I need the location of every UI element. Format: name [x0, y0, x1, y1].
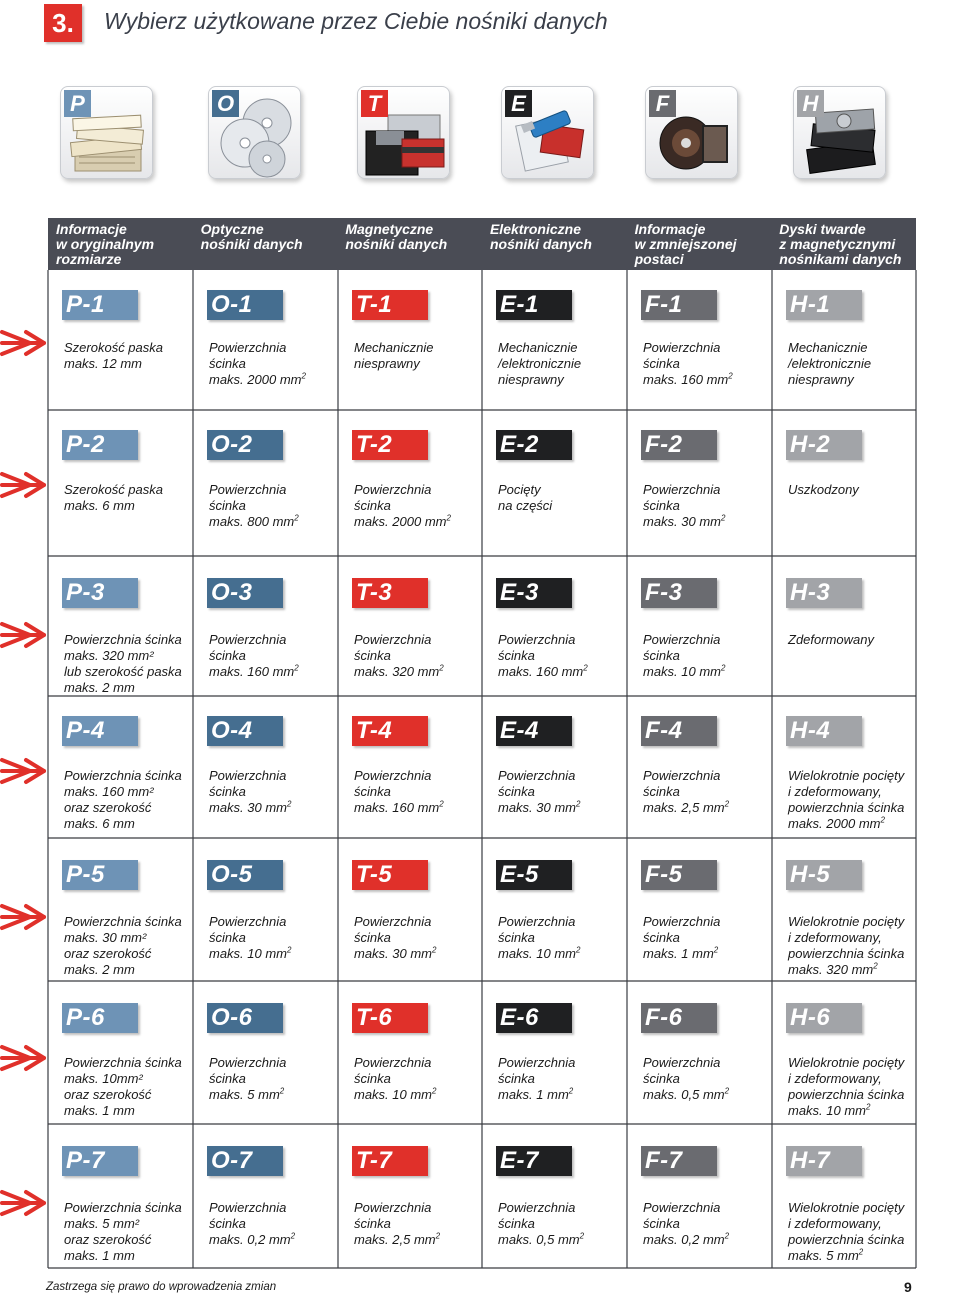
unit-superscript: 2: [294, 513, 299, 523]
unit-superscript: 2: [301, 371, 306, 381]
level-description-text: Powierzchnia ścinka maks. 2,5 mm: [354, 1200, 436, 1247]
level-description-text: Powierzchnia ścinka maks. 320 mm² lub szerokość paska maks. 2 mm: [64, 632, 182, 695]
level-description: [498, 632, 588, 680]
arrow-right-icon: [0, 754, 48, 788]
level-description: [498, 340, 581, 388]
unit-superscript: 2: [432, 1086, 437, 1096]
level-description: [643, 914, 720, 962]
level-description-text: Zdeformowany: [788, 632, 874, 647]
arrow-right-icon: [0, 1186, 48, 1220]
level-description: [788, 482, 859, 498]
level-description: [354, 768, 444, 816]
level-description-text: Powierzchnia ścinka maks. 10 mm: [643, 632, 722, 679]
level-description-text: Powierzchnia ścinka maks. 0,2 mm: [209, 1200, 291, 1247]
level-description: [498, 1055, 575, 1103]
level-badge: F-2: [641, 430, 717, 460]
unit-superscript: 2: [446, 513, 451, 523]
level-description-text: Powierzchnia ścinka maks. 10 mm: [498, 914, 577, 961]
level-badge: H-1: [786, 290, 862, 320]
level-description-text: Pocięty na części: [498, 482, 553, 513]
level-description: [354, 1055, 436, 1103]
level-description: [64, 768, 182, 832]
unit-superscript: 2: [724, 1231, 730, 1241]
unit-superscript: 2: [294, 663, 299, 673]
level-description-text: Powierzchnia ścinka maks. 160 mm: [209, 632, 295, 679]
level-description-text: Mechanicznie /elektronicznie niesprawny: [788, 340, 872, 387]
level-description-text: Powierzchnia ścinka maks. 30 mm: [498, 768, 577, 815]
unit-superscript: 2: [287, 799, 292, 809]
media-card-h: [793, 86, 886, 179]
level-description-text: Powierzchnia ścinka maks. 5 mm² oraz szerokość maks. 1 mm: [64, 1200, 182, 1263]
level-description: [64, 340, 163, 372]
unit-superscript: 2: [287, 945, 292, 955]
level-description: [788, 768, 904, 832]
level-description: [788, 632, 874, 648]
unit-superscript: 2: [279, 1086, 285, 1096]
level-badge: P-2: [62, 430, 138, 460]
level-description-text: Powierzchnia ścinka maks. 30 mm: [354, 914, 433, 961]
unit-superscript: 2: [724, 1086, 730, 1096]
level-description-text: Wielokrotnie pocięty i zdeformowany, powierzchnia ścinka maks. 2000 mm: [788, 768, 905, 831]
level-badge: F-7: [641, 1146, 717, 1176]
media-letter: T: [361, 90, 388, 117]
level-description: [498, 768, 580, 816]
level-badge: H-2: [786, 430, 862, 460]
arrow-right-icon: [0, 900, 48, 934]
level-badge: O-4: [207, 716, 283, 746]
unit-superscript: 2: [713, 945, 719, 955]
level-description: [643, 768, 729, 816]
level-description-text: Powierzchnia ścinka maks. 800 mm: [209, 482, 295, 529]
unit-superscript: 2: [724, 799, 730, 809]
column-header: Informacje w zmniejszonej postaci: [634, 221, 737, 267]
level-description: [209, 1200, 295, 1248]
unit-superscript: 2: [880, 815, 885, 825]
level-description-text: Powierzchnia ścinka maks. 10 mm: [354, 1055, 433, 1102]
level-badge: H-6: [786, 1003, 862, 1033]
level-badge: E-3: [496, 578, 572, 608]
media-type-row: [60, 86, 900, 181]
level-badge: F-4: [641, 716, 717, 746]
level-badge: O-1: [207, 290, 283, 320]
level-badge: O-5: [207, 860, 283, 890]
level-badge: T-1: [352, 290, 428, 320]
media-letter: F: [649, 90, 676, 117]
level-description: [209, 768, 291, 816]
unit-superscript: 2: [290, 1231, 296, 1241]
unit-superscript: 2: [583, 663, 588, 673]
level-description-text: Powierzchnia ścinka maks. 5 mm: [209, 1055, 287, 1102]
level-badge: H-7: [786, 1146, 862, 1176]
footer-note: Zastrzega się prawo do wprowadzenia zmian: [46, 1281, 277, 1293]
level-badge: E-6: [496, 1003, 572, 1033]
level-badge: P-7: [62, 1146, 138, 1176]
level-badge: P-3: [62, 578, 138, 608]
level-description-text: Mechanicznie /elektronicznie niesprawny: [498, 340, 582, 387]
unit-superscript: 2: [439, 663, 444, 673]
level-badge: T-4: [352, 716, 428, 746]
unit-superscript: 2: [866, 1102, 871, 1112]
column-header: Informacje w oryginalnym rozmiarze: [56, 221, 155, 267]
level-badge: T-2: [352, 430, 428, 460]
unit-superscript: 2: [568, 1086, 574, 1096]
level-description-text: Szerokość paska maks. 6 mm: [64, 482, 163, 513]
level-description-text: Powierzchnia ścinka maks. 1 mm: [498, 1055, 576, 1102]
level-badge: T-7: [352, 1146, 428, 1176]
section-number: 3.: [44, 4, 82, 42]
level-description: [788, 340, 871, 388]
level-description: [209, 914, 291, 962]
level-description-text: Powierzchnia ścinka maks. 30 mm: [209, 768, 288, 815]
level-badge: E-5: [496, 860, 572, 890]
level-badge: O-7: [207, 1146, 283, 1176]
level-description: [354, 914, 436, 962]
level-badge: H-5: [786, 860, 862, 890]
unit-superscript: 2: [721, 513, 726, 523]
level-description: [354, 1200, 440, 1248]
level-description-text: Szerokość paska maks. 12 mm: [64, 340, 163, 371]
level-description-text: Wielokrotnie pocięty i zdeformowany, powierzchnia ścinka maks. 320 mm: [788, 914, 905, 977]
column-header: Dyski twarde z magnetycznymi nośnikami danych: [779, 221, 902, 267]
unit-superscript: 2: [728, 371, 733, 381]
level-description-text: Powierzchnia ścinka maks. 2,5 mm: [643, 768, 725, 815]
level-badge: E-4: [496, 716, 572, 746]
level-description: [64, 482, 163, 514]
level-description-text: Powierzchnia ścinka maks. 1 mm: [643, 914, 721, 961]
level-description: [643, 1200, 729, 1248]
page-title: Wybierz użytkowane przez Ciebie nośniki danych: [104, 8, 608, 34]
media-card-o: [208, 86, 301, 179]
level-description-text: Powierzchnia ścinka maks. 0,5 mm: [643, 1055, 725, 1102]
level-description: [498, 914, 580, 962]
level-description-text: Powierzchnia ścinka maks. 10mm² oraz szerokość maks. 1 mm: [64, 1055, 182, 1118]
level-description-text: Powierzchnia ścinka maks. 320 mm: [354, 632, 440, 679]
unit-superscript: 2: [576, 799, 581, 809]
column-header-bar: [48, 218, 916, 270]
level-description: [643, 632, 725, 680]
level-badge: F-6: [641, 1003, 717, 1033]
arrow-right-icon: [0, 618, 48, 652]
level-description-text: Powierzchnia ścinka maks. 160 mm: [498, 632, 584, 679]
arrow-right-icon: [0, 326, 48, 360]
level-badge: H-3: [786, 578, 862, 608]
level-badge: E-2: [496, 430, 572, 460]
level-description: [788, 1200, 904, 1264]
media-letter: O: [212, 90, 239, 117]
level-description-text: Powierzchnia ścinka maks. 160 mm: [643, 340, 729, 387]
level-badge: F-1: [641, 290, 717, 320]
level-description-text: Powierzchnia ścinka maks. 30 mm: [643, 482, 722, 529]
level-description-text: Powierzchnia ścinka maks. 30 mm² oraz szerokość maks. 2 mm: [64, 914, 182, 977]
arrow-right-icon: [0, 468, 48, 502]
level-badge: E-1: [496, 290, 572, 320]
level-badge: F-5: [641, 860, 717, 890]
level-badge: O-6: [207, 1003, 283, 1033]
media-letter: P: [64, 90, 91, 117]
unit-superscript: 2: [435, 1231, 441, 1241]
level-description: [209, 1055, 286, 1103]
level-description: [643, 1055, 729, 1103]
level-badge: O-2: [207, 430, 283, 460]
level-badge: P-1: [62, 290, 138, 320]
level-description: [354, 632, 444, 680]
level-description-text: Powierzchnia ścinka maks. 0,5 mm: [498, 1200, 580, 1247]
level-description-text: Powierzchnia ścinka maks. 10 mm: [209, 914, 288, 961]
level-badge: F-3: [641, 578, 717, 608]
media-card-p: [60, 86, 153, 179]
level-badge: O-3: [207, 578, 283, 608]
unit-superscript: 2: [579, 1231, 585, 1241]
unit-superscript: 2: [432, 945, 437, 955]
level-description: [209, 632, 299, 680]
level-description-text: Wielokrotnie pocięty i zdeformowany, powierzchnia ścinka maks. 10 mm: [788, 1055, 905, 1118]
level-description: [498, 1200, 584, 1248]
column-header: Magnetyczne nośniki danych: [345, 221, 448, 252]
level-description: [64, 1055, 182, 1119]
level-description: [354, 340, 434, 372]
unit-superscript: 2: [439, 799, 444, 809]
level-badge: P-5: [62, 860, 138, 890]
level-badge: P-6: [62, 1003, 138, 1033]
unit-superscript: 2: [873, 961, 878, 971]
level-description: [64, 632, 182, 696]
level-description-text: Mechanicznie niesprawny: [354, 340, 434, 371]
arrow-right-icon: [0, 1041, 48, 1075]
level-description: [354, 482, 451, 530]
level-description-text: Powierzchnia ścinka maks. 160 mm: [354, 768, 440, 815]
level-description-text: Uszkodzony: [788, 482, 859, 497]
level-description-text: Powierzchnia ścinka maks. 0,2 mm: [643, 1200, 725, 1247]
column-header: Elektroniczne nośniki danych: [489, 221, 592, 252]
unit-superscript: 2: [858, 1247, 864, 1257]
level-badge: T-6: [352, 1003, 428, 1033]
level-description: [788, 914, 904, 978]
level-badge: T-5: [352, 860, 428, 890]
level-description: [643, 340, 733, 388]
column-header: Optyczne nośniki danych: [200, 221, 303, 252]
media-card-e: [501, 86, 594, 179]
level-description-text: Powierzchnia ścinka maks. 160 mm² oraz szerokość maks. 6 mm: [64, 768, 182, 831]
level-badge: H-4: [786, 716, 862, 746]
level-description: [209, 340, 306, 388]
unit-superscript: 2: [721, 663, 726, 673]
level-description: [64, 1200, 182, 1264]
media-letter: H: [797, 90, 824, 117]
media-letter: E: [505, 90, 532, 117]
media-card-f: [645, 86, 738, 179]
level-description-text: Powierzchnia ścinka maks. 2000 mm: [209, 340, 302, 387]
level-description: [643, 482, 725, 530]
level-description: [209, 482, 299, 530]
level-badge: P-4: [62, 716, 138, 746]
level-description: [64, 914, 182, 978]
level-description-text: Powierzchnia ścinka maks. 2000 mm: [354, 482, 447, 529]
level-description: [498, 482, 552, 514]
unit-superscript: 2: [576, 945, 581, 955]
level-description-text: Wielokrotnie pocięty i zdeformowany, powierzchnia ścinka maks. 5 mm: [788, 1200, 905, 1263]
level-description: [788, 1055, 904, 1119]
level-badge: E-7: [496, 1146, 572, 1176]
page-number: 9: [904, 1279, 912, 1295]
media-card-t: [357, 86, 450, 179]
level-badge: T-3: [352, 578, 428, 608]
